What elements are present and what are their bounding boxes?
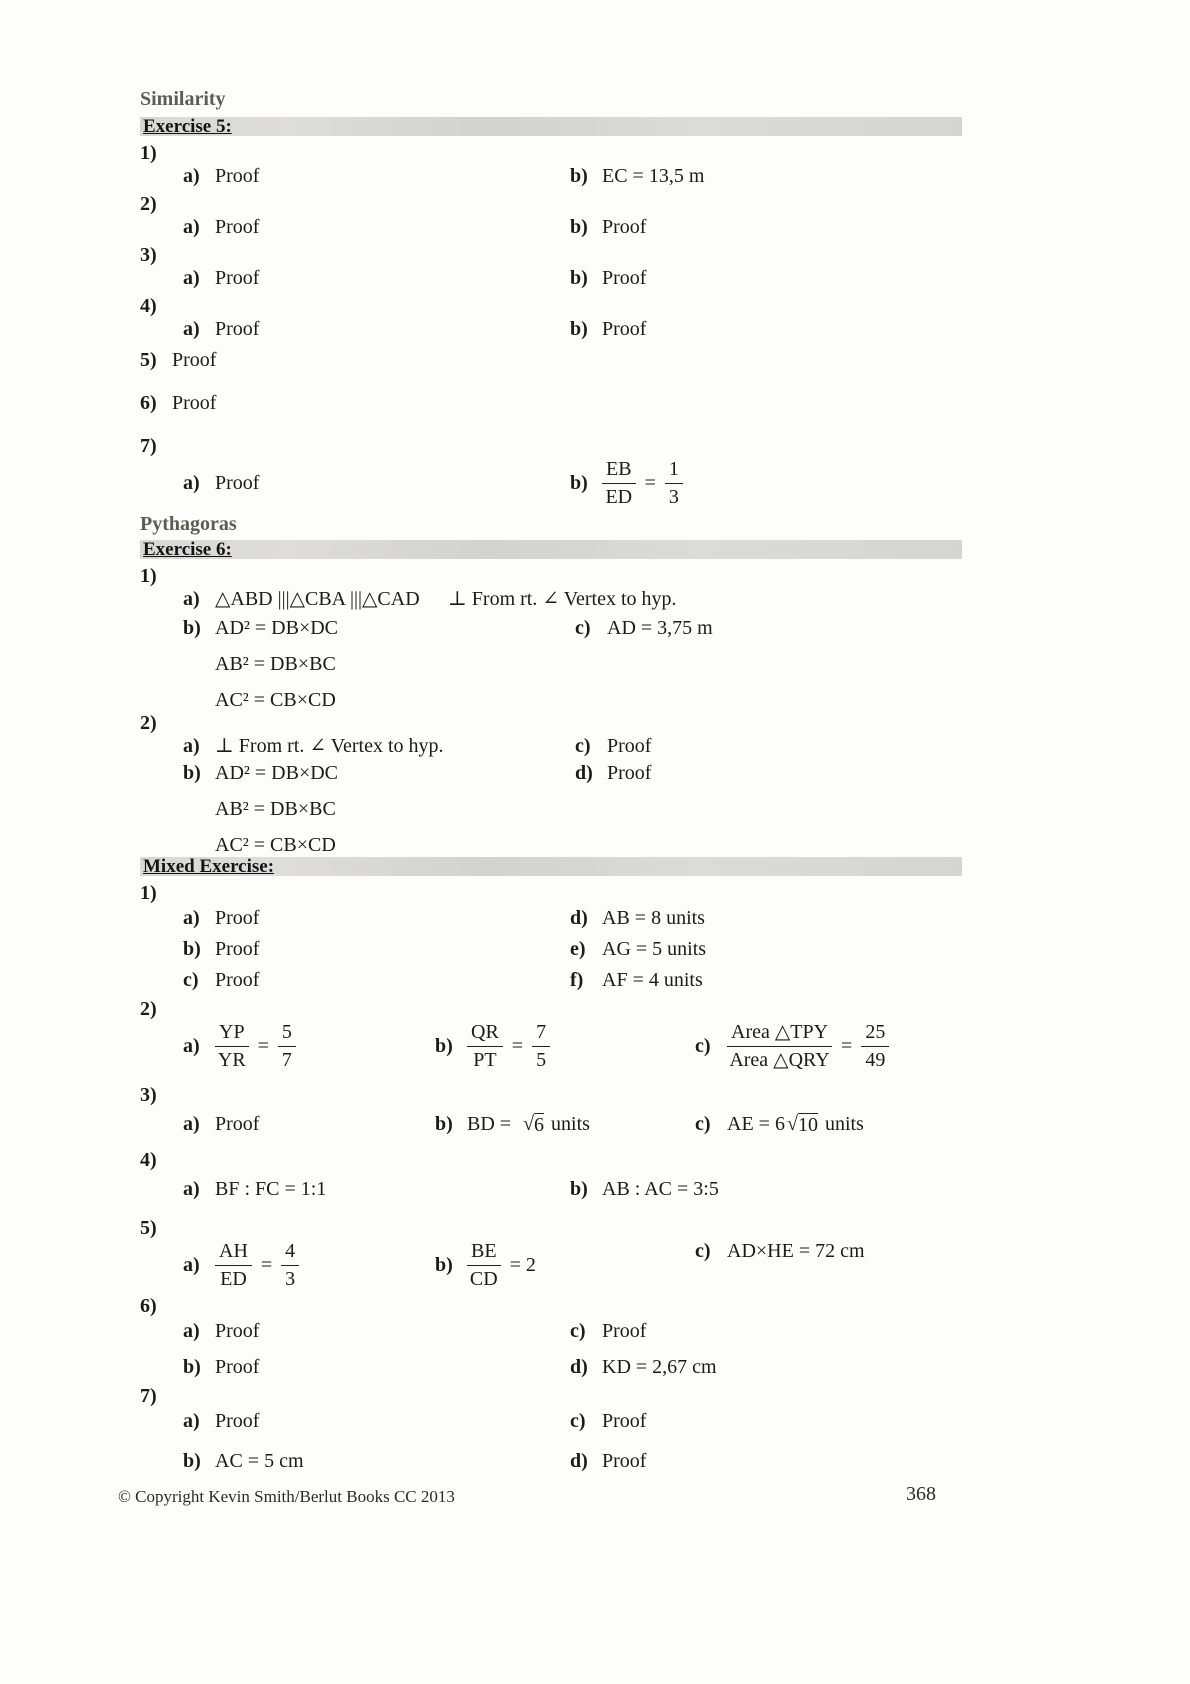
fraction-denominator: 3 — [285, 1268, 296, 1290]
ex5-q3-row — [140, 267, 962, 290]
ex5-q1a-text: Proof — [215, 165, 260, 187]
fraction-denominator: ED — [220, 1268, 247, 1290]
ex5-q5-row — [140, 349, 962, 372]
ex6-q2d-text: Proof — [607, 762, 652, 784]
ex6-q1c-item — [575, 617, 713, 640]
ex6-q1c-label: c) — [575, 617, 591, 639]
ex6-q2a-text: ⊥ From rt. ∠ Vertex to hyp. — [215, 735, 444, 757]
ex5-q2a-label: a) — [183, 216, 200, 238]
mixed-q5a-fraction-expression — [215, 1240, 299, 1291]
mixed-q5a-label: a) — [183, 1254, 200, 1276]
mixed-q2a-label: a) — [183, 1035, 200, 1057]
fraction-numerator: 25 — [861, 1021, 889, 1047]
ex6-q1a-row — [140, 588, 962, 611]
ex5-q1b-text: EC = 13,5 m — [602, 165, 705, 187]
mixed-q3b-label: b) — [435, 1113, 453, 1135]
ex6-q1-number: 1) — [140, 565, 157, 587]
ex5-q3b-text: Proof — [602, 267, 647, 289]
mixed-q6c-label: c) — [570, 1320, 586, 1342]
mixed-q7b-text: AC = 5 cm — [215, 1450, 304, 1472]
mixed-q4a-text: BF : FC = 1:1 — [215, 1178, 327, 1200]
fraction-numerator: 4 — [281, 1240, 299, 1266]
mixed-q2b-fraction-expression — [467, 1021, 550, 1072]
ex5-q2b-text: Proof — [602, 216, 647, 238]
ex5-q1b-item — [570, 165, 704, 188]
radical-sign: √ — [786, 1113, 798, 1135]
fraction-numerator: QR — [467, 1021, 503, 1047]
mixed-q2b-item — [435, 1021, 695, 1072]
ex5-q6-text: Proof — [172, 392, 217, 414]
ex5-q3b-label: b) — [570, 267, 588, 289]
ex6-q1b-label: b) — [183, 617, 201, 639]
ex6-q1b-eq2: AB² = DB×BC — [215, 653, 336, 675]
ex6-q1b-item — [183, 617, 575, 712]
mixed-q1e-text: AG = 5 units — [602, 938, 707, 960]
mixed-q1-row2 — [140, 938, 962, 961]
mixed-q6a-text: Proof — [215, 1320, 260, 1342]
mixed-q4a-label: a) — [183, 1178, 200, 1200]
radical-sign: √ — [523, 1113, 535, 1135]
ex5-q7-row — [140, 458, 962, 509]
fraction — [281, 1240, 299, 1291]
mixed-q1c-item — [183, 969, 570, 992]
ex6-q2b-item — [183, 762, 575, 857]
mixed-q1c-text: Proof — [215, 969, 260, 991]
ex5-q4a-item — [183, 318, 570, 341]
ex5-q2a-item — [183, 216, 570, 239]
ex5-q4a-text: Proof — [215, 318, 260, 340]
ex5-q4-number: 4) — [140, 295, 157, 317]
fraction — [467, 1240, 501, 1291]
fraction — [532, 1021, 550, 1072]
ex5-q4-row — [140, 318, 962, 341]
fraction-denominator: Area △QRY — [729, 1049, 830, 1071]
ex5-q2a-text: Proof — [215, 216, 260, 238]
ex5-q4a-label: a) — [183, 318, 200, 340]
ex6-q1b-equations — [215, 617, 338, 712]
fraction-numerator: YP — [215, 1021, 249, 1047]
ex6-q1c-text: AD = 3,75 m — [607, 617, 713, 639]
mixed-q2a-item — [183, 1021, 435, 1072]
mixed-q1c-label: c) — [183, 969, 199, 991]
ex5-q7a-text: Proof — [215, 472, 260, 494]
mixed-q5a-item — [183, 1240, 435, 1291]
mixed-q3b-item — [435, 1113, 695, 1137]
mixed-q5c-text: AD×HE = 72 cm — [727, 1240, 865, 1262]
mixed-q3c-text: AE = 6 — [727, 1113, 785, 1135]
mixed-q3-row — [140, 1113, 962, 1137]
ex5-q1-number: 1) — [140, 142, 157, 164]
ex5-q7-number: 7) — [140, 435, 157, 457]
ex5-q5-text: Proof — [172, 349, 217, 371]
fraction — [727, 1021, 832, 1072]
ex5-q6-number: 6) — [140, 392, 157, 414]
ex6-q1a-text: △ABD |||△CBA |||△CAD — [215, 588, 420, 610]
ex6-q1b-eq3: AC² = CB×CD — [215, 689, 336, 711]
mixed-q5b-item — [435, 1240, 695, 1291]
ex5-q1b-label: b) — [570, 165, 588, 187]
mixed-q7c-text: Proof — [602, 1410, 647, 1432]
mixed-q7a-label: a) — [183, 1410, 200, 1432]
mixed-q2-number: 2) — [140, 998, 157, 1020]
ex5-q3a-text: Proof — [215, 267, 260, 289]
mixed-q1b-text: Proof — [215, 938, 260, 960]
ex6-q2c-label: c) — [575, 735, 591, 757]
mixed-q7d-text: Proof — [602, 1450, 647, 1472]
ex5-q7b-fraction-expression — [602, 458, 683, 509]
equals-sign: = — [257, 1035, 269, 1057]
ex6-q2a-item — [183, 735, 575, 758]
mixed-q5c-label: c) — [695, 1240, 711, 1262]
fraction — [278, 1021, 296, 1072]
ex5-q7a-label: a) — [183, 472, 200, 494]
fraction-numerator: 1 — [665, 458, 683, 484]
fraction-numerator: Area △TPY — [727, 1021, 832, 1047]
fraction-denominator: ED — [605, 486, 633, 508]
mixed-q1d-item — [570, 907, 705, 930]
equals-sign: = — [841, 1035, 853, 1057]
fraction-denominator: CD — [469, 1268, 498, 1290]
ex6-q2b-label: b) — [183, 762, 201, 784]
mixed-q6d-label: d) — [570, 1356, 588, 1378]
mixed-q1-row3 — [140, 969, 962, 992]
ex5-q3a-label: a) — [183, 267, 200, 289]
radicand: 6 — [534, 1114, 545, 1136]
fraction-denominator: 49 — [865, 1049, 886, 1071]
fraction-denominator: 5 — [536, 1049, 547, 1071]
fraction-numerator: EB — [602, 458, 636, 484]
mixed-q3a-label: a) — [183, 1113, 200, 1135]
exercise-6-heading-bar — [140, 540, 962, 559]
ex6-q2b-eq2: AB² = DB×BC — [215, 798, 336, 820]
mixed-q7c-item — [570, 1410, 646, 1433]
mixed-q2a-fraction-expression — [215, 1021, 296, 1072]
mixed-q6b-label: b) — [183, 1356, 201, 1378]
ex6-q2b-equations — [215, 762, 338, 857]
mixed-q1a-item — [183, 907, 570, 930]
mixed-q4-row — [140, 1178, 962, 1201]
ex6-q2b-eq3: AC² = CB×CD — [215, 834, 336, 856]
mixed-q7b-label: b) — [183, 1450, 201, 1472]
equals-sign: = 2 — [509, 1254, 536, 1276]
page-content — [140, 88, 962, 1473]
mixed-q7c-label: c) — [570, 1410, 586, 1432]
equals-sign: = — [511, 1035, 524, 1057]
mixed-q5b-fraction-expression — [467, 1240, 545, 1291]
ex6-q1a-note: ⊥ From rt. ∠ Vertex to hyp. — [448, 588, 677, 610]
mixed-q4a-item — [183, 1178, 570, 1201]
footer-copyright: © Copyright Kevin Smith/Berlut Books CC 2013 — [118, 1487, 455, 1506]
mixed-q7a-item — [183, 1410, 570, 1433]
mixed-q5-row — [140, 1240, 962, 1291]
mixed-exercise-heading-bar — [140, 857, 962, 876]
mixed-q4b-item — [570, 1178, 719, 1201]
mixed-q7d-label: d) — [570, 1450, 588, 1472]
exercise-5-heading-bar — [140, 117, 962, 136]
mixed-q1f-text: AF = 4 units — [602, 969, 703, 991]
ex5-q2b-item — [570, 216, 646, 239]
page-number: 368 — [906, 1483, 936, 1505]
ex5-q7b-label: b) — [570, 472, 588, 494]
mixed-q2-row — [140, 1021, 962, 1072]
mixed-q1e-item — [570, 938, 706, 961]
ex5-q4b-item — [570, 318, 646, 341]
mixed-q6c-text: Proof — [602, 1320, 647, 1342]
mixed-q3c-label: c) — [695, 1113, 711, 1135]
fraction-numerator: AH — [215, 1240, 252, 1266]
ex6-q2c-text: Proof — [607, 735, 652, 757]
ex6-q2bd-row — [140, 762, 962, 857]
ex5-q3-number: 3) — [140, 244, 157, 266]
mixed-q6b-item — [183, 1356, 570, 1379]
radicand: 10 — [797, 1114, 818, 1136]
mixed-q3a-text: Proof — [215, 1113, 260, 1135]
mixed-q6d-text: KD = 2,67 cm — [602, 1356, 717, 1378]
mixed-q7d-item — [570, 1450, 646, 1473]
mixed-q1-number: 1) — [140, 882, 157, 904]
ex5-q6-row — [140, 392, 962, 415]
ex6-q2-number: 2) — [140, 712, 157, 734]
mixed-q3a-item — [183, 1113, 435, 1136]
mixed-q7b-item — [183, 1450, 570, 1473]
mixed-q1b-label: b) — [183, 938, 201, 960]
mixed-q7a-text: Proof — [215, 1410, 260, 1432]
mixed-q6a-label: a) — [183, 1320, 200, 1342]
ex5-q4b-label: b) — [570, 318, 588, 340]
mixed-q1a-label: a) — [183, 907, 200, 929]
section-title-pythagoras: Pythagoras — [140, 513, 237, 535]
fraction — [665, 458, 683, 509]
ex6-q1bc-row — [140, 617, 962, 712]
mixed-q7-row1 — [140, 1410, 962, 1433]
exercise-6-heading: Exercise 6: — [143, 539, 232, 560]
mixed-q6c-item — [570, 1320, 646, 1343]
mixed-q7-row2 — [140, 1450, 962, 1473]
fraction-denominator: 7 — [281, 1049, 292, 1071]
ex5-q7b-item — [570, 458, 683, 509]
ex5-q4b-text: Proof — [602, 318, 647, 340]
ex5-q5-number: 5) — [140, 349, 157, 371]
mixed-q6-row2 — [140, 1356, 962, 1379]
mixed-q1b-item — [183, 938, 570, 961]
fraction-denominator: PT — [473, 1049, 497, 1071]
fraction-denominator: YR — [217, 1049, 246, 1071]
ex6-q2b-eq1: AD² = DB×DC — [215, 762, 339, 784]
mixed-q6-row1 — [140, 1320, 962, 1343]
mixed-q4b-text: AB : AC = 3:5 — [602, 1178, 719, 1200]
ex6-q2d-item — [575, 762, 651, 785]
exercise-5-heading: Exercise 5: — [143, 116, 232, 137]
fraction — [861, 1021, 889, 1072]
ex5-q3b-item — [570, 267, 646, 290]
mixed-q6d-item — [570, 1356, 717, 1379]
ex6-q1b-eq1: AD² = DB×DC — [215, 617, 339, 639]
ex5-q1a-item — [183, 165, 570, 188]
fraction-denominator: 3 — [668, 486, 679, 508]
ex5-q2-row — [140, 216, 962, 239]
ex5-q2b-label: b) — [570, 216, 588, 238]
mixed-q4-number: 4) — [140, 1149, 157, 1171]
ex5-q7a-item — [183, 472, 570, 495]
mixed-q6a-item — [183, 1320, 570, 1343]
ex6-q2ac-row — [140, 735, 962, 758]
mixed-q1f-label: f) — [570, 969, 584, 991]
mixed-q1a-text: Proof — [215, 907, 260, 929]
mixed-q2c-label: c) — [695, 1035, 711, 1057]
mixed-q3c-item — [695, 1113, 864, 1137]
mixed-q3c-units: units — [824, 1113, 864, 1135]
mixed-q5-number: 5) — [140, 1217, 157, 1239]
fraction — [215, 1240, 252, 1291]
fraction-numerator: 7 — [532, 1021, 550, 1047]
ex5-q2-number: 2) — [140, 193, 157, 215]
mixed-q6-number: 6) — [140, 1295, 157, 1317]
fraction-numerator: 5 — [278, 1021, 296, 1047]
fraction — [602, 458, 636, 509]
mixed-q3-number: 3) — [140, 1084, 157, 1106]
fraction — [467, 1021, 503, 1072]
ex6-q2d-label: d) — [575, 762, 593, 784]
fraction — [215, 1021, 249, 1072]
mixed-q4b-label: b) — [570, 1178, 588, 1200]
equals-sign: = — [260, 1254, 273, 1276]
mixed-q6b-text: Proof — [215, 1356, 260, 1378]
mixed-q2c-fraction-expression — [727, 1021, 889, 1072]
mixed-q1f-item — [570, 969, 703, 992]
mixed-q7-number: 7) — [140, 1385, 157, 1407]
section-title-similarity: Similarity — [140, 88, 226, 110]
mixed-q5b-label: b) — [435, 1254, 453, 1276]
ex6-q1a-item — [183, 588, 677, 611]
ex6-q2c-item — [575, 735, 651, 758]
mixed-q3b-units: units — [551, 1113, 590, 1135]
mixed-q1e-label: e) — [570, 938, 586, 960]
ex6-q1a-label: a) — [183, 588, 200, 610]
ex5-q1a-label: a) — [183, 165, 200, 187]
ex5-q3a-item — [183, 267, 570, 290]
mixed-exercise-heading: Mixed Exercise: — [143, 856, 275, 877]
mixed-q1d-text: AB = 8 units — [602, 907, 705, 929]
equals-sign: = — [644, 472, 656, 494]
mixed-q1-row1 — [140, 907, 962, 930]
mixed-q1d-label: d) — [570, 907, 588, 929]
mixed-q2b-label: b) — [435, 1035, 453, 1057]
ex6-q2a-label: a) — [183, 735, 200, 757]
mixed-q3b-text: BD = — [467, 1113, 512, 1135]
fraction-numerator: BE — [467, 1240, 501, 1266]
mixed-q5c-item — [695, 1240, 865, 1263]
mixed-q2c-item — [695, 1021, 889, 1072]
ex5-q1-row — [140, 165, 962, 188]
